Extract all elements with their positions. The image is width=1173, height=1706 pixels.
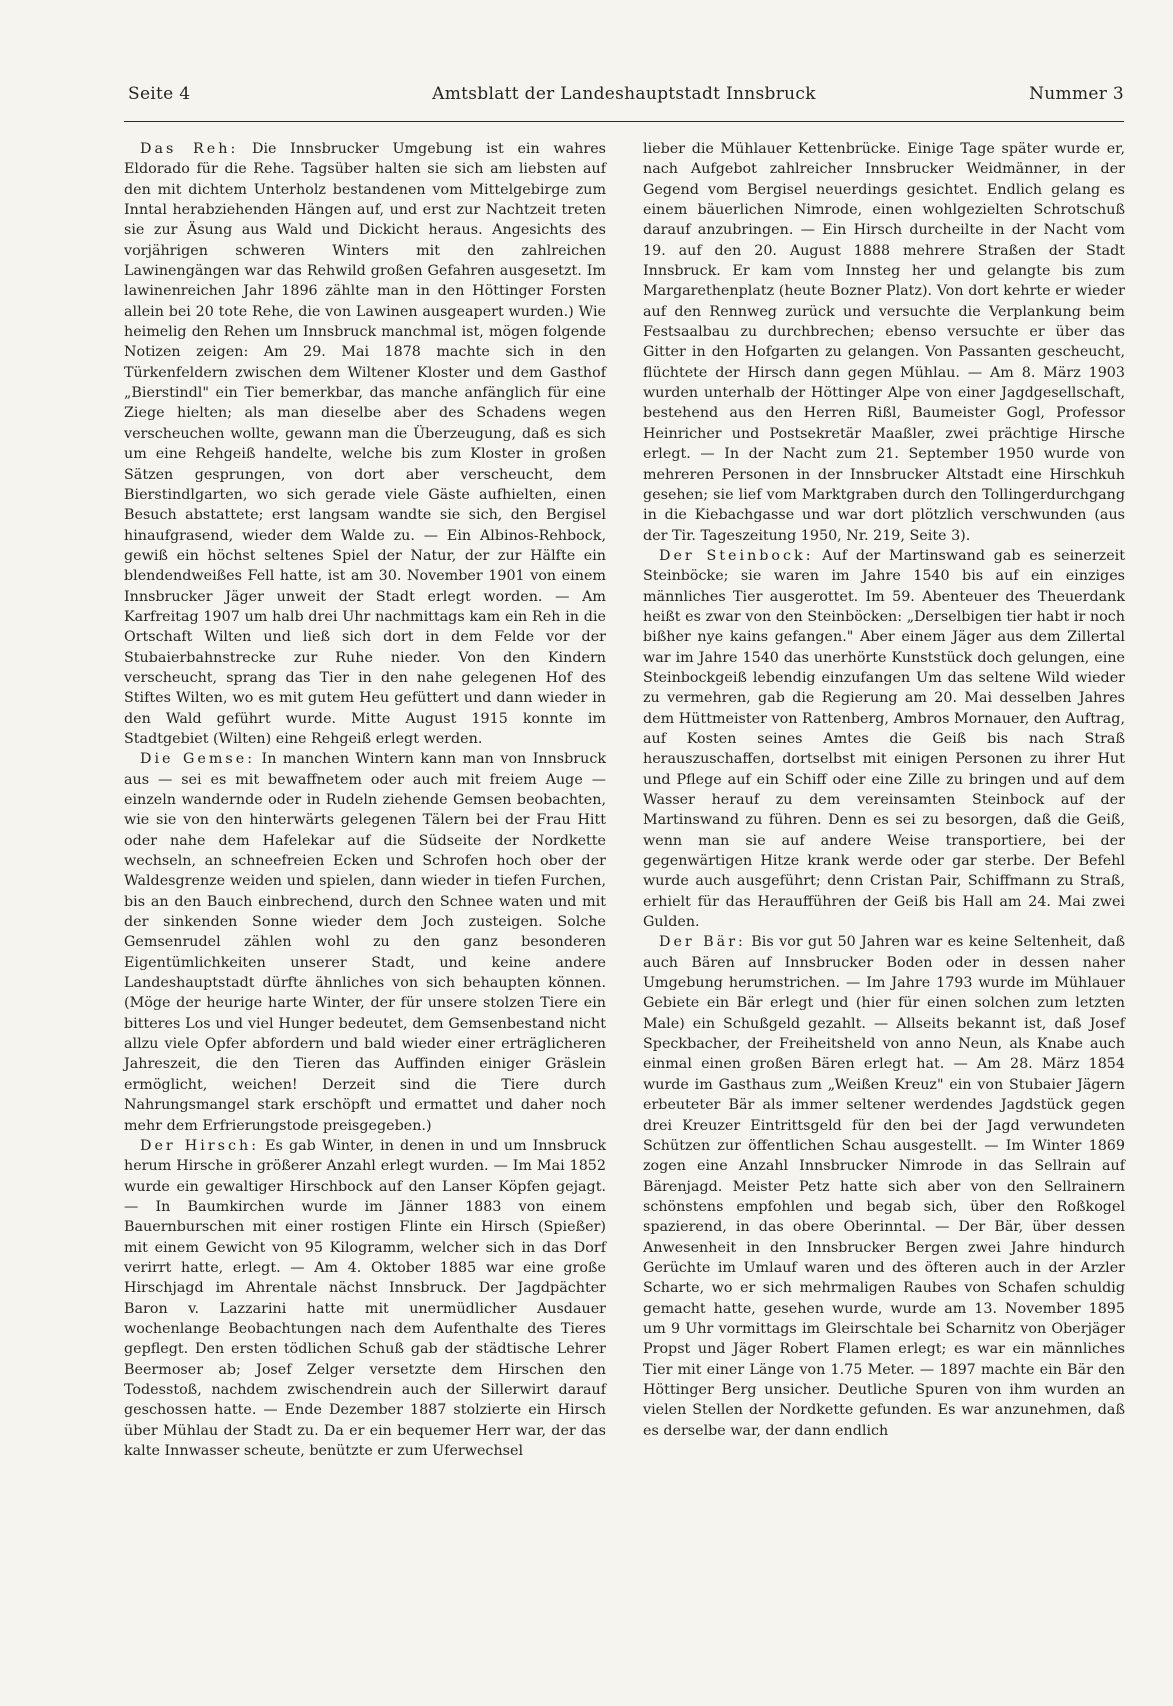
section-keyword-gemse: Die Gemse: (140, 751, 256, 768)
section-keyword-steinbock: Der Steinbock: (659, 547, 814, 564)
paragraph-hirsch (124, 1136, 606, 1462)
paragraph-gemse (124, 749, 606, 1136)
header-rule (124, 121, 1124, 122)
paragraph-baer (643, 932, 1125, 1441)
paragraph-steinbock (643, 546, 1125, 933)
paragraph-gemse-text: In manchen Wintern kann man von Innsbruck aus — sei es mit bewaffnetem oder auch mit freiem Auge — einzeln wandernde oder in Rudeln ziehende Gemsen beobachten, wie sie von den hinterwärts gelegenen Tälern bei der Frau Hitt oder nahe dem Hafelekar auf die Südseite der Nordkette wechseln, an schneefreien Ecken und Schrofen hoch ober der Waldesgrenze weiden und spielen, dann wieder in tiefen Furchen, bis an den Bauch einbrechend, durch den Schnee waten und mit der sinkenden Sonne wieder dem Joch zusteigen. Solche Gemsenrudel zählen wohl zu den ganz besonderen Eigentümlichkeiten unserer Stadt, und keine andere Landeshauptstadt dürfte ähnliches von sich behaupten können. (Möge der heurige harte Winter, der für unsere stolzen Tiere ein bitteres Los und viel Hunger bedeutet, dem Gemsenbestand nicht allzu viele Opfer abfordern und bald wieder einer erträglicheren Jahreszeit, die den Tieren das Auffinden einiger Gräslein ermöglicht, weichen! Derzeit sind die Tiere durch Nahrungsmangel stark erschöpft und ermattet und daher noch mehr dem Erfrierungstode preisgegeben.) (124, 751, 607, 1134)
paragraph-reh (124, 139, 606, 749)
paragraph-hirsch-text: Es gab Winter, in denen in und um Innsbruck herum Hirsche in größerer Anzahl erlegt wurden. — Im Mai 1852 wurde ein gewaltiger Hirschbock auf den Lanser Köpfen gejagt. — In Baumkirchen wurde im Jänner 1883 von einem Bauernburschen mit einer rostigen Flinte ein Hirsch (Spießer) mit einem Gewicht von 95 Kilogramm, welcher sich in das Dorf verirrt hatte, erlegt. — Am 4. Oktober 1885 war eine große Hirschjagd im Ahrentale nächst Innsbruck. Der Jagdpächter Baron v. Lazzarini hatte mit unermüdlicher Ausdauer wochenlange Beobachtungen nach dem Aufenthalte des Tieres gepflegt. Den ersten tödlichen Schuß gab der städtische Lehrer Beermoser ab; Josef Zelger versetzte dem Hirschen den Todesstoß, nachdem zwischendrein auch der Sillerwirt darauf geschossen hatte. — Ende Dezember 1887 stolzierte ein Hirsch über Mühlau der Stadt zu. Da er ein bequemer Herr war, der das kalte Innwasser scheute, benützte er zum Uferwechsel (124, 1137, 607, 1459)
paragraph-baer-text: Bis vor gut 50 Jahren war es keine Seltenheit, daß auch Bären auf Innsbrucker Boden oder in dessen naher Umgebung herumstrichen. — Im Jahre 1793 wurde im Mühlauer Gebiete ein Bär erlegt und (hier für einen solchen zum letzten Male) ein Schußgeld gezahlt. — Allseits bekannt ist, daß Josef Speckbacher, der Freiheitsheld von anno Neun, als Knabe auch einmal einen großen Bären erlegt hat. — Am 28. März 1854 wurde im Gasthaus zum „Weißen Kreuz" ein von Stubaier Jägern erbeuteter Bär als immer seltener werdendes Jagdstück gegen drei Kreuzer Eintrittsgeld für den bei der Jagd verwundeten Schützen zur öffentlichen Schau ausgestellt. — Im Winter 1869 zogen eine Anzahl Innsbrucker Nimrode in das Sellrain auf Bärenjagd. Meister Petz hatte sich aber von den Sellrainern schönstens empfohlen und begab sich, über den Roßkogel spazierend, in das obere Oberinntal. — Der Bär, über dessen Anwesenheit in den Innsbrucker Bergen zwei Jahre hindurch Gerüchte im Umlauf waren und des öfteren auch in der Arzler Scharte, wo er sich mehrmaligen Raubes von Schafen schuldig gemacht hatte, gesehen wurde, wurde am 13. November 1895 um 9 Uhr vormittags im Gleirschtale bei Scharnitz von Oberjäger Propst und Jäger Robert Flamen erlegt; es war ein männliches Tier mit einer Länge von 1.75 Meter. — 1897 machte ein Bär den Höttinger Berg unsicher. Deutliche Spuren von ihm wurden an vielen Stellen der Nordkette gefunden. Es war anzunehmen, daß es derselbe war, der dann endlich (643, 934, 1125, 1439)
page-number: Seite 4 (128, 84, 191, 104)
right-column (643, 139, 1125, 1441)
left-column (124, 139, 606, 1461)
publication-title: Amtsblatt der Landeshauptstadt Innsbruck (432, 84, 816, 104)
section-keyword-hirsch: Der Hirsch: (140, 1137, 260, 1154)
paragraph-reh-text: Die Innsbrucker Umgebung ist ein wahres Eldorado für die Rehe. Tagsüber halten sie sich am liebsten auf den mit dichtem Unterholz bestandenen vom Mittelgebirge zum Inntal herabziehenden Hängen auf, und erst zur Nachtzeit treten sie zur Äsung aus Wald und Dickicht heraus. Angesichts des vorjährigen schweren Winters mit den zahlreichen Lawinengängen war das Rehwild großen Gefahren ausgesetzt. Im lawinenreichen Jahr 1896 zählte man in den Höttinger Forsten allein bei 20 tote Rehe, die von Lawinen ausgeapert wurden.) Wie heimelig den Rehen um Innsbruck manchmal ist, mögen folgende Notizen zeigen: Am 29. Mai 1878 machte sich in den Türkenfeldern zwischen dem Wiltener Kloster und dem Gasthof „Bierstindl" ein Tier bemerkbar, das manche anfänglich für eine Ziege hielten; als man dieselbe aber des Schadens wegen verscheuchen wollte, gewann man die Überzeugung, daß es sich um eine Rehgeiß handelte, welche bis zum Kloster in großen Sätzen gesprungen, von dort aber verscheucht, dem Bierstindlgarten, wo sich gerade viele Gäste aufhielten, einen Besuch abstattete; erst langsam wandte sie sich, den Bergisel hinaufgrasend, wieder dem Walde zu. — Ein Albinos-Rehbock, gewiß ein höchst seltenes Spiel der Natur, der zur Hälfte ein blendendweißes Fell hatte, ist am 30. November 1901 von einem Innsbrucker Jäger unweit der Stadt erlegt worden. — Am Karfreitag 1907 um halb drei Uhr nachmittags kam ein Reh in die Ortschaft Wilten und ließ sich dort in dem Felde vor der Stubaierbahnstrecke zur Ruhe nieder. Von den Kindern verscheucht, sprang das Tier in den nahe gelegenen Hof des Stiftes Wilten, wo es mit gutem Heu gefüttert und dann wieder in den Wald geführt wurde. Mitte August 1915 konnte im Stadtgebiet (Wilten) eine Rehgeiß erlegt werden. (124, 141, 606, 747)
issue-number: Nummer 3 (1029, 84, 1124, 104)
page-header (124, 84, 1124, 108)
paragraph-hirsch-continued: lieber die Mühlauer Kettenbrücke. Einige Tage später wurde er, nach Aufgebot zahlreicher Innsbrucker Weidmänner, in der Gegend vom Bergisel neuerdings gesichtet. Endlich gelang es einem bäuerlichen Nimrode, einen wohlgezielten Schrotschuß darauf anzubringen. — Ein Hirsch durcheilte in der Nacht vom 19. auf den 20. August 1888 mehrere Straßen der Stadt Innsbruck. Er kam vom Innsteg her und gelangte bis zum Margarethenplatz (heute Bozner Platz). Von dort kehrte er wieder auf den Rennweg zurück und versuchte die Verplankung beim Festsaalbau zu durchbrechen; ebenso versuchte er über das Gitter in den Hofgarten zu gelangen. Von Passanten gescheucht, flüchtete der Hirsch dann gegen Mühlau. — Am 8. März 1903 wurden unterhalb der Höttinger Alpe von einer Jagdgesellschaft, bestehend aus den Herren Rißl, Baumeister Gogl, Professor Heinricher und Postsekretär Maaßler, zwei prächtige Hirsche erlegt. — In der Nacht zum 21. September 1950 wurde von mehreren Personen in der Innsbrucker Altstadt eine Hirschkuh gesehen; sie lief vom Marktgraben durch den Tollingerdurchgang in die Kiebachgasse und war dort plötzlich verschwunden (aus der Tir. Tageszeitung 1950, Nr. 219, Seite 3). (643, 141, 1125, 544)
section-keyword-reh: Das Reh: (140, 141, 239, 157)
section-keyword-baer: Der Bär: (659, 934, 746, 951)
paragraph-steinbock-text: Auf der Martinswand gab es seinerzeit Steinböcke; sie waren im Jahre 1540 bis auf ein einziges männliches Tier ausgerottet. Im 59. Abenteuer des Theuerdank heißt es zwar von den Steinböcken: „Derselbigen tier habt ir noch bißher nye kains gefangen." Aber einem Jäger aus dem Zillertal war im Jahre 1540 das unerhörte Kunststück doch gelungen, eine Steinbockgeiß lebendig einzufangen Um das seltene Wild wieder zu vermehren, gab die Regierung am 20. Mai desselben Jahres dem Hüttmeister von Rattenberg, Ambros Mornauer, den Auftrag, auf Kosten seines Amtes die Geiß bis nach Straß herauszuschaffen, dortselbst mit einigen Personen zu ihrer Hut und Pflege auf ein Schiff oder eine Zille zu bringen und auf dem Wasser herauf zu dem vereinsamten Steinbock auf der Martinswand zu führen. Denn es sei zu besorgen, daß die Geiß, wenn man sie auf andere Weise transportiere, bei der gegenwärtigen Hitze krank werde oder gar sterbe. Der Befehl wurde auch ausgeführt; denn Cristan Pair, Schiffmann zu Straß, erhielt für das Heraufführen der Geiß bis Hall am 24. Mai zwei Gulden. (643, 547, 1125, 931)
